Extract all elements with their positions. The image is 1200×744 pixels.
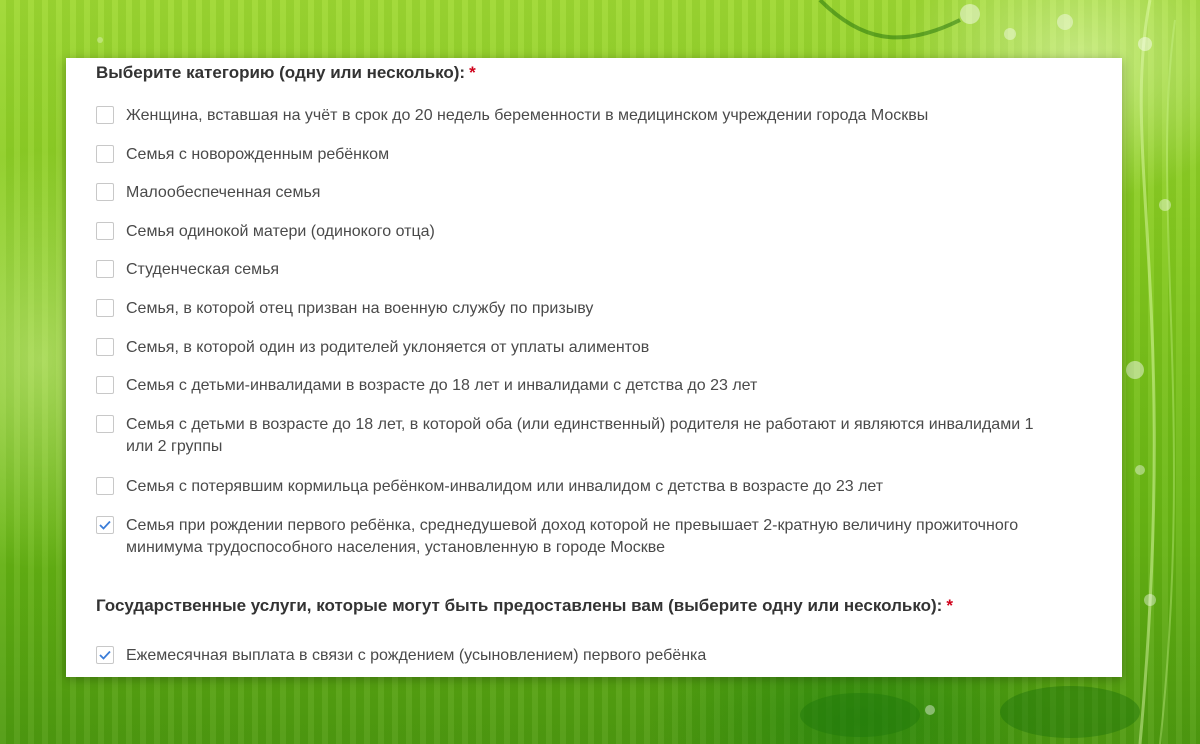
checkmark-icon: [99, 650, 111, 660]
option-label: Женщина, вставшая на учёт в срок до 20 недель беременности в медицинском учреждении города Москвы: [126, 107, 929, 124]
checkbox-unchecked[interactable]: [96, 338, 114, 356]
category-option-low-income-family[interactable]: [96, 182, 1056, 204]
option-label: Семья, в которой один из родителей уклоняется от уплаты алиментов: [126, 339, 650, 356]
services-title-text: Государственные услуги, которые могут быть предоставлены вам (выберите одну или несколько):: [96, 596, 943, 615]
category-option-disabled-parents-family[interactable]: [96, 414, 1056, 458]
checkbox-unchecked[interactable]: [96, 376, 114, 394]
option-label: Семья с потерявшим кормильца ребёнком-инвалидом или инвалидом с детства в возрасте до 23 лет: [126, 478, 884, 495]
checkbox-unchecked[interactable]: [96, 222, 114, 240]
category-option-conscript-father-family[interactable]: [96, 298, 1056, 320]
checkbox-checked[interactable]: [96, 646, 114, 664]
option-label: Семья с детьми-инвалидами в возрасте до 18 лет и инвалидами с детства до 23 лет: [126, 377, 758, 394]
required-asterisk: *: [946, 596, 953, 615]
form-panel: [66, 58, 1122, 677]
option-label: Семья, в которой отец призван на военную службу по призыву: [126, 300, 594, 317]
checkbox-unchecked[interactable]: [96, 415, 114, 433]
checkbox-unchecked[interactable]: [96, 145, 114, 163]
category-option-first-child-family[interactable]: [96, 515, 1056, 559]
category-option-student-family[interactable]: [96, 259, 1056, 281]
required-asterisk: *: [469, 63, 476, 82]
category-option-disabled-children-family[interactable]: [96, 375, 1056, 397]
option-label: Малообеспеченная семья: [126, 184, 321, 201]
option-label: Семья с детьми в возрасте до 18 лет, в которой оба (или единственный) родителя не работают и являются инвалидами 1 или 2 группы: [126, 416, 1034, 455]
categories-section-title: [96, 62, 476, 84]
services-section-title: [96, 595, 953, 617]
category-option-alimony-evasion-family[interactable]: [96, 337, 1056, 359]
option-label: Семья с новорожденным ребёнком: [126, 146, 390, 163]
option-label: Семья при рождении первого ребёнка, среднедушевой доход которой не превышает 2-кратную величину прожиточного минимума трудоспособного населения, установленную в городе Москве: [126, 517, 1019, 556]
category-option-pregnant-woman[interactable]: [96, 105, 1056, 127]
checkbox-unchecked[interactable]: [96, 106, 114, 124]
checkbox-unchecked[interactable]: [96, 477, 114, 495]
checkbox-unchecked[interactable]: [96, 299, 114, 317]
option-label: Семья одинокой матери (одинокого отца): [126, 223, 435, 240]
category-option-single-parent-family[interactable]: [96, 221, 1056, 243]
option-label: Студенческая семья: [126, 261, 280, 278]
checkbox-checked[interactable]: [96, 516, 114, 534]
checkmark-icon: [99, 520, 111, 530]
category-option-lost-breadwinner-family[interactable]: [96, 476, 1056, 498]
categories-title-text: Выберите категорию (одну или несколько):: [96, 63, 466, 82]
checkbox-unchecked[interactable]: [96, 260, 114, 278]
service-option-monthly-payment-first-child[interactable]: [96, 645, 1056, 667]
checkbox-unchecked[interactable]: [96, 183, 114, 201]
category-option-newborn-family[interactable]: [96, 144, 1056, 166]
option-label: Ежемесячная выплата в связи с рождением (усыновлением) первого ребёнка: [126, 647, 707, 664]
